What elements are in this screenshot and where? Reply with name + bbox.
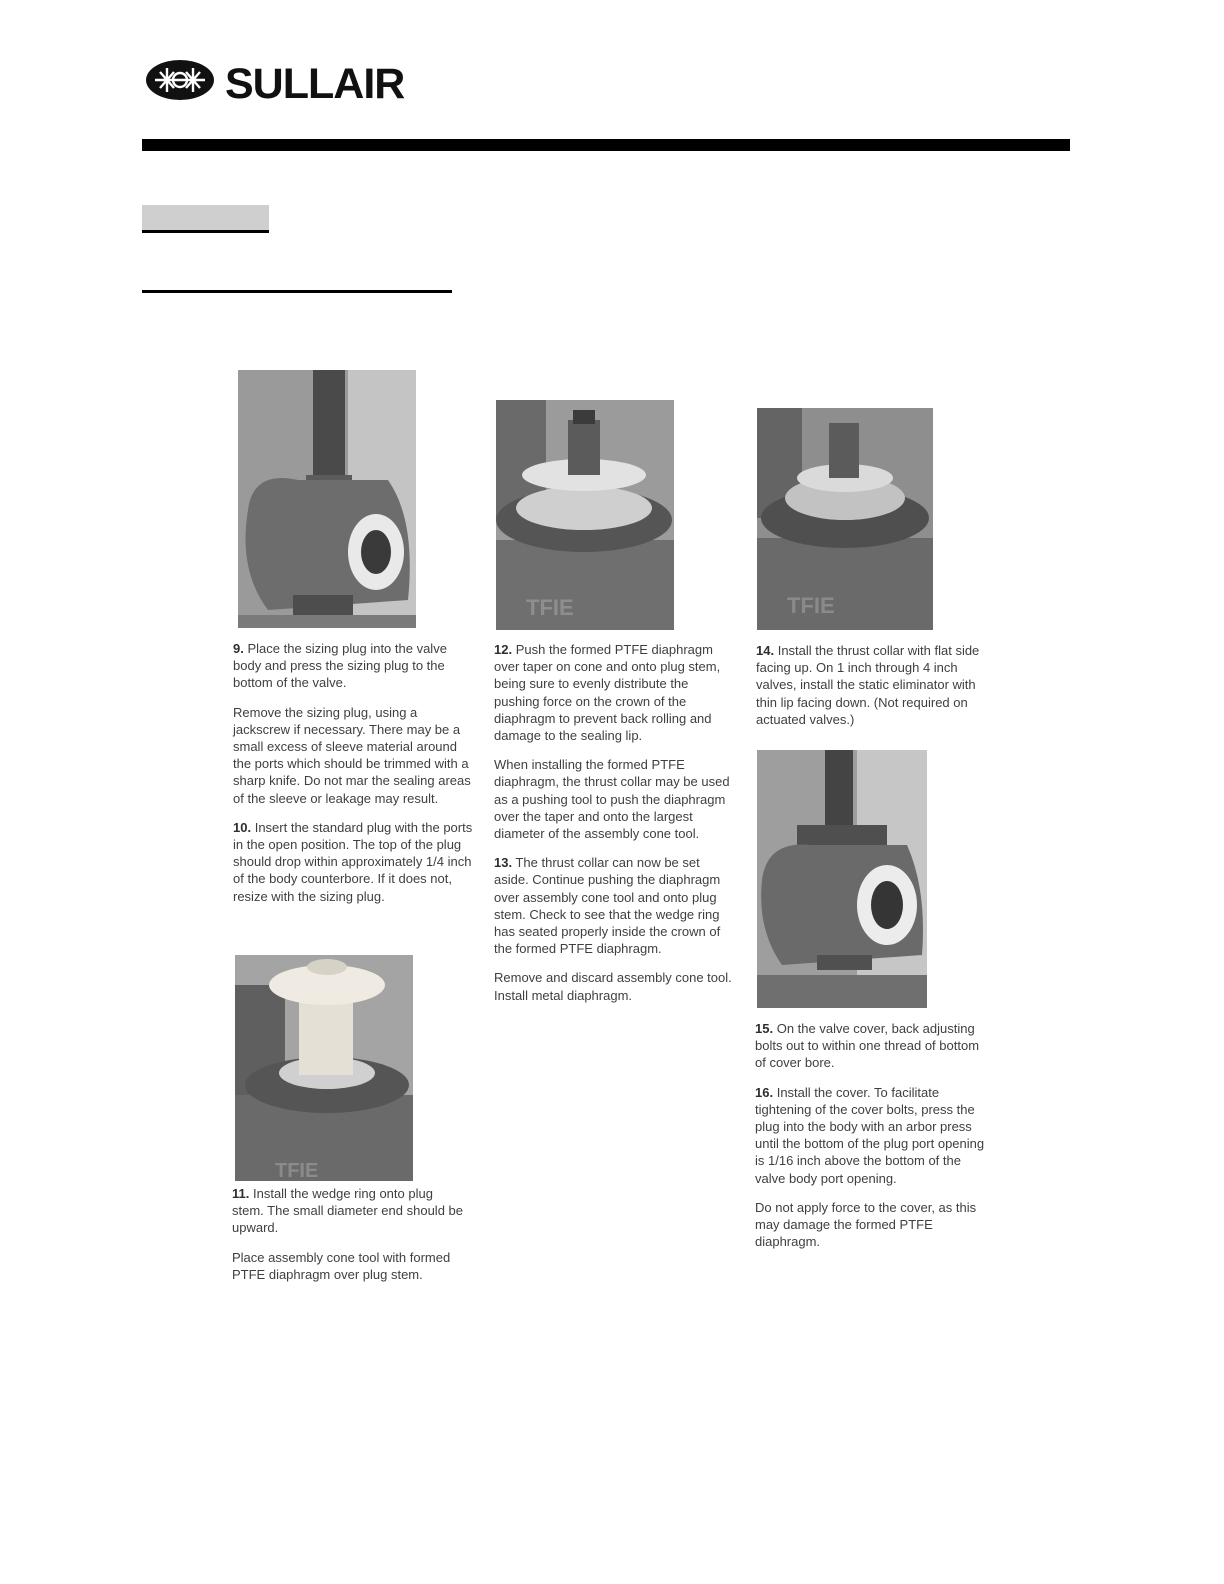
valve-sizing-plug-icon bbox=[238, 370, 416, 628]
step-13-note: Remove and discard assembly cone tool. Install metal diaphragm. bbox=[494, 970, 732, 1003]
step-16-note: Do not apply force to the cover, as this may damage the formed PTFE diaphragm. bbox=[755, 1199, 977, 1250]
step-13 bbox=[494, 854, 734, 957]
step-12 bbox=[494, 641, 734, 744]
step-12-number: 12. bbox=[494, 642, 513, 657]
step-9 bbox=[233, 640, 473, 692]
photo-ptfe-push bbox=[496, 400, 674, 630]
column-2 bbox=[494, 641, 734, 1016]
photo-arbor-press bbox=[757, 750, 927, 1008]
column-1-lower bbox=[232, 1185, 468, 1295]
brand-name: SULLAIR bbox=[225, 60, 405, 104]
cone-tool-icon bbox=[235, 955, 413, 1181]
step-13-text: The thrust collar can now be set aside. Continue pushing the diaphragm over assembly cone tool and onto plug stem. Check to see that the wedge ring has seated properly inside the crown of the formed PTFE diaphragm. bbox=[494, 855, 721, 957]
step-12-text: Push the formed PTFE diaphragm over taper on cone and onto plug stem, being sure to evenly distribute the pushing force on the crown of the diaphragm to prevent back rolling and damage to the sealing lip. bbox=[494, 642, 721, 744]
svg-text:TFIE: TFIE bbox=[526, 595, 574, 620]
step-11-text: Install the wedge ring onto plug stem. The small diameter end should be upward. bbox=[232, 1186, 463, 1236]
step-16-number: 16. bbox=[755, 1084, 774, 1100]
step-15 bbox=[755, 1020, 991, 1072]
arbor-press-icon bbox=[757, 750, 927, 1008]
step-10-number: 10. bbox=[233, 819, 252, 835]
column-3-upper bbox=[756, 642, 992, 740]
step-10-text: Insert the standard plug with the ports in the open position. The top of the plug should drop within approximately 1/4 inch of the body counterbore. If it does not, resize with the sizing plug. bbox=[233, 819, 473, 904]
svg-text:TFIE: TFIE bbox=[787, 593, 835, 618]
column-1-upper bbox=[233, 640, 473, 917]
step-14-text: Install the thrust collar with flat side facing up. On 1 inch through 4 inch valves, install the static eliminator with thin lip facing down. (Not required on actuated valves.) bbox=[756, 643, 980, 727]
step-11-note: Place assembly cone tool with formed PTFE diaphragm over plug stem. bbox=[232, 1249, 451, 1282]
step-14 bbox=[756, 642, 992, 728]
title-underline bbox=[142, 290, 452, 293]
svg-text:TFIE: TFIE bbox=[275, 1160, 319, 1181]
diaphragm-push-icon bbox=[496, 400, 674, 630]
step-10 bbox=[233, 819, 473, 905]
sullair-logo bbox=[145, 58, 435, 104]
step-15-number: 15. bbox=[755, 1021, 774, 1036]
step-12-note: When installing the formed PTFE diaphragm, the thrust collar may be used as a pushing tool to push the diaphragm over the taper and onto the largest diameter of the assembly cone tool. bbox=[494, 757, 730, 842]
step-9-text: Place the sizing plug into the valve body and press the sizing plug to the bottom of the valve. bbox=[233, 641, 447, 691]
step-13-number: 13. bbox=[494, 855, 513, 871]
photo-sizing-plug bbox=[238, 370, 416, 628]
step-14-number: 14. bbox=[756, 643, 775, 658]
step-16 bbox=[755, 1084, 991, 1187]
step-16-text: Install the cover. To facilitate tightening of the cover bolts, press the plug into the body with an arbor press until the bottom of the plug port opening is 1/16 inch above the bottom of the valve body port opening. bbox=[755, 1084, 985, 1186]
sullair-logo-icon bbox=[145, 58, 435, 104]
step-11 bbox=[232, 1185, 468, 1237]
step-9-number: 9. bbox=[233, 641, 244, 656]
step-15-text: On the valve cover, back adjusting bolts out to within one thread of bottom of cover bore. bbox=[755, 1021, 980, 1071]
section-label-underline bbox=[142, 230, 269, 233]
photo-thrust-collar bbox=[757, 408, 933, 630]
header-rule bbox=[142, 139, 1070, 151]
column-3-lower bbox=[755, 1020, 991, 1262]
step-11-number: 11. bbox=[232, 1186, 250, 1201]
thrust-collar-icon bbox=[757, 408, 933, 630]
step-9-note: Remove the sizing plug, using a jackscrew if necessary. There may be a small excess of sleeve material around the ports which should be trimmed with a sharp knife. Do not mar the sealing areas of the sleeve or leakage may result. bbox=[233, 704, 471, 806]
section-label-box bbox=[142, 205, 269, 230]
photo-wedge-ring bbox=[235, 955, 413, 1181]
